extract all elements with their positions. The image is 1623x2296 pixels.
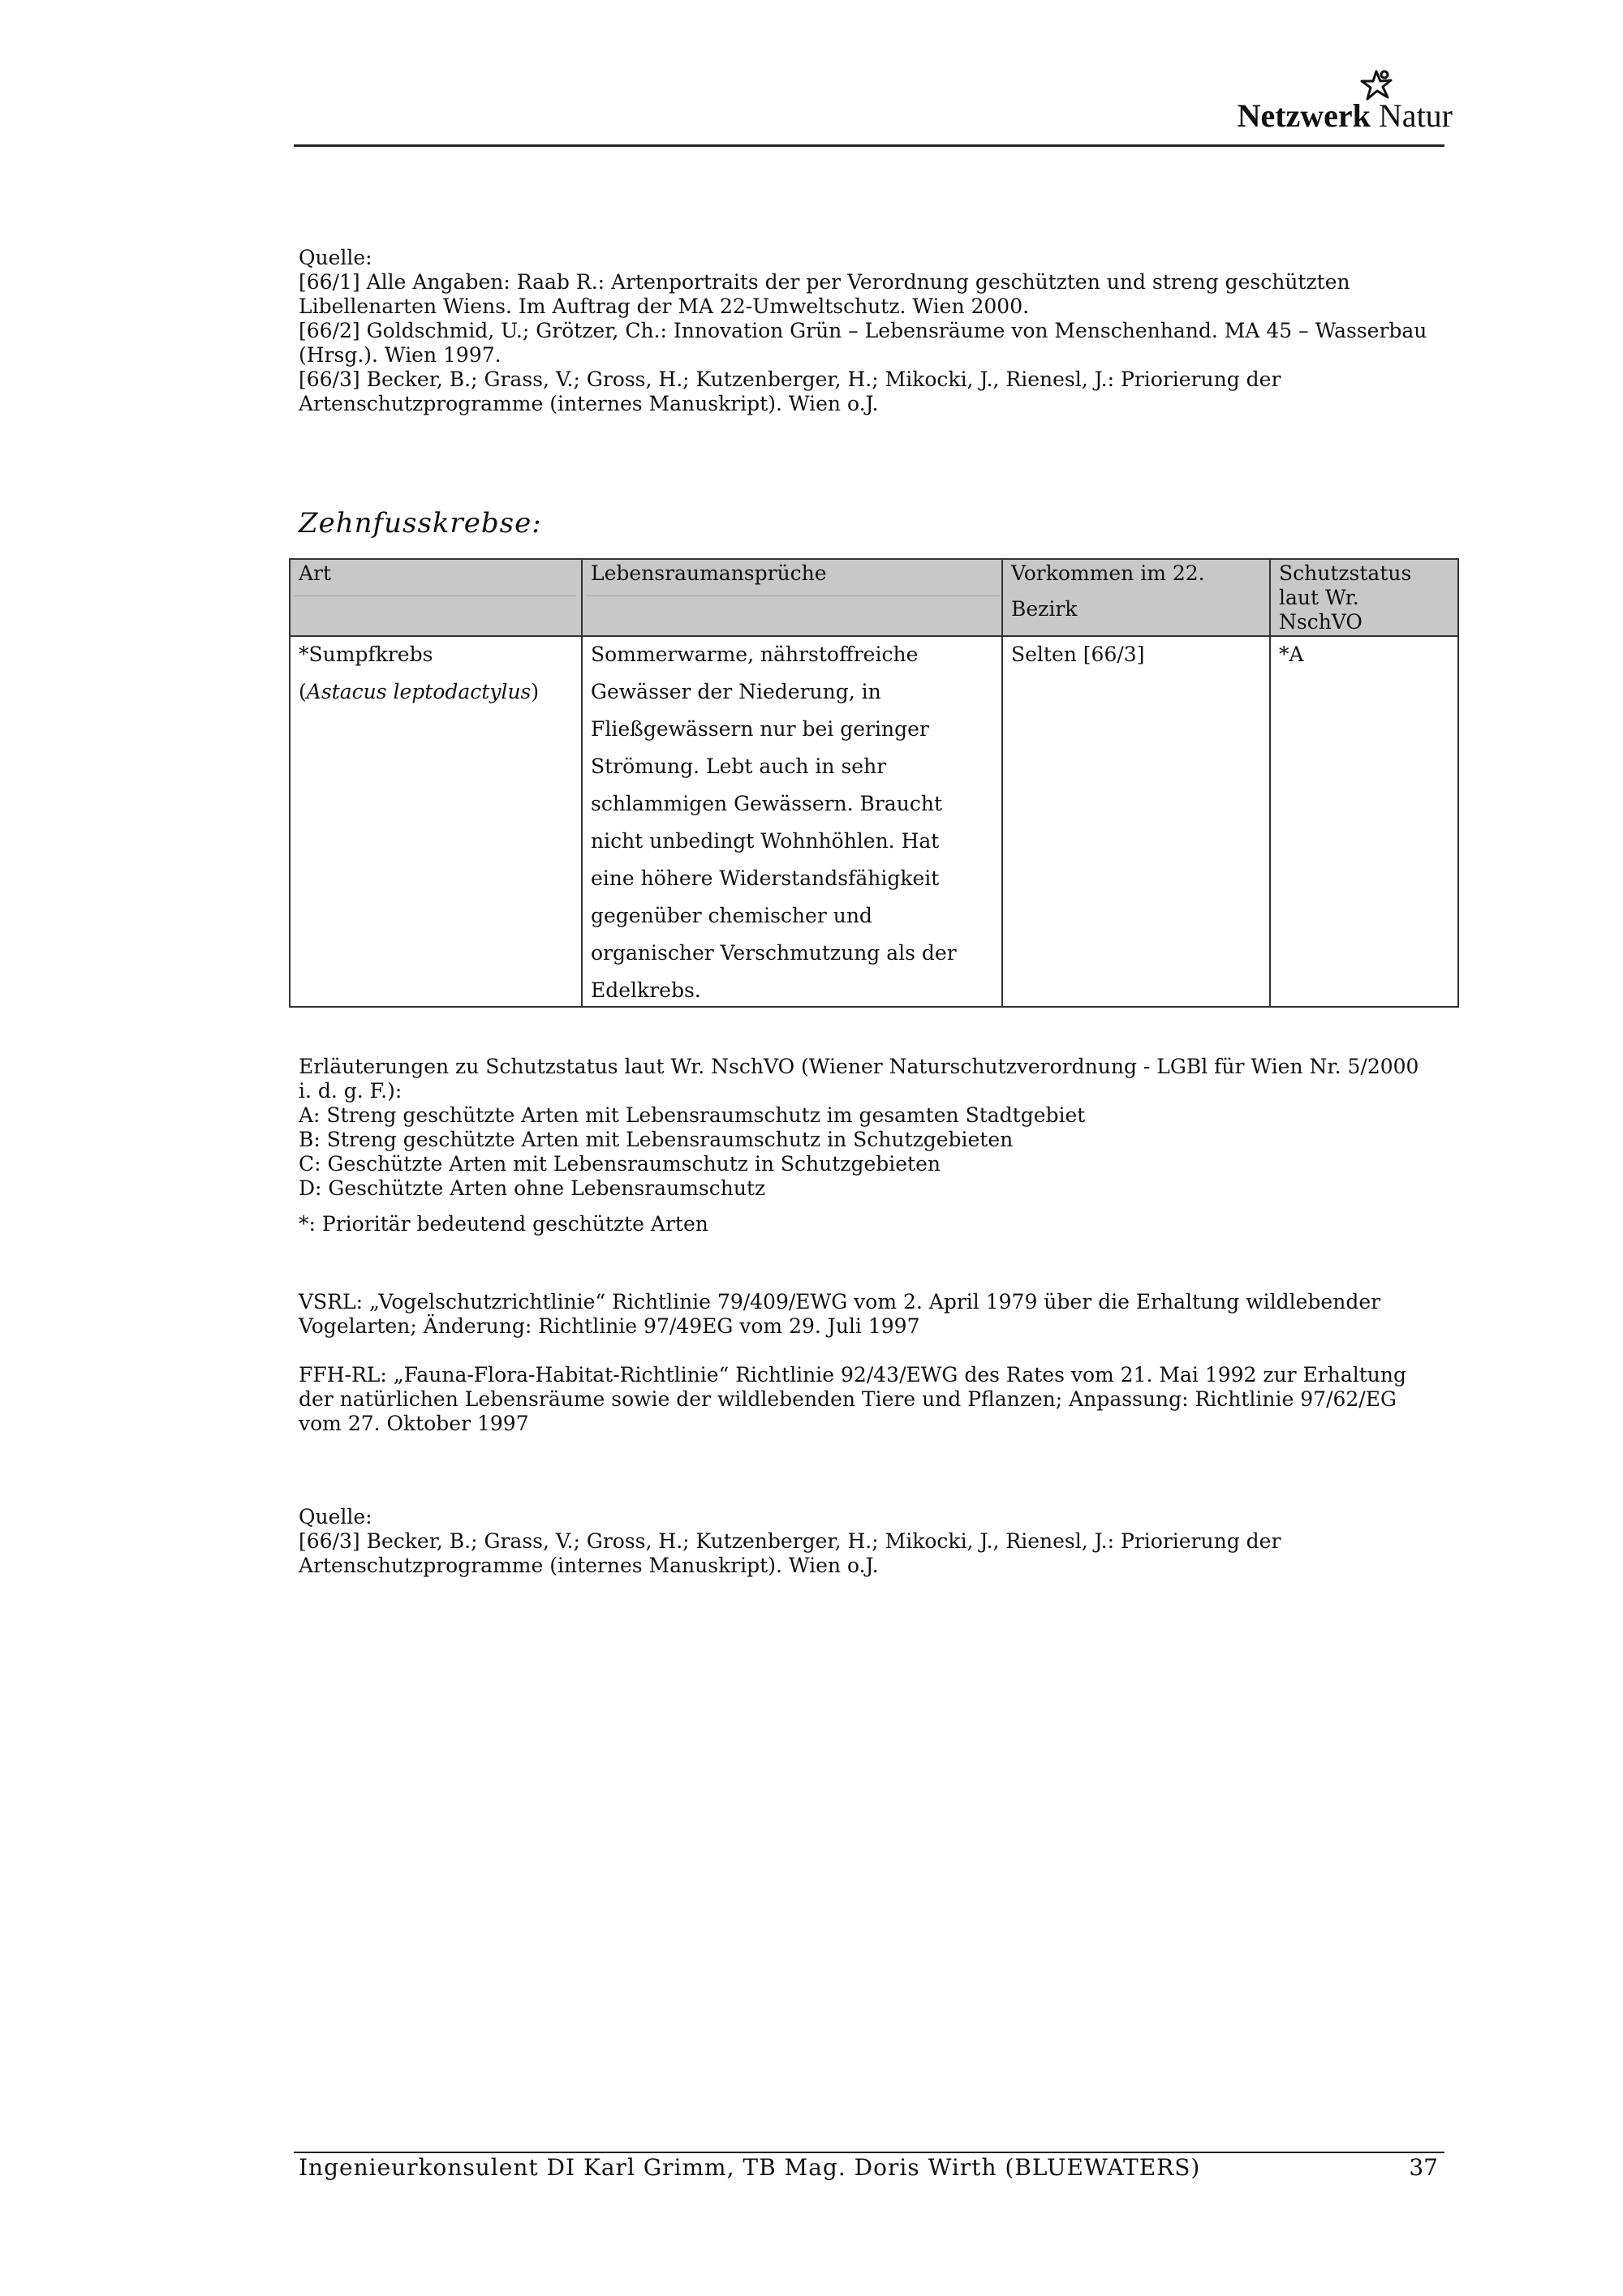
sources-block-2: Quelle: [66/3] Becker, B.; Grass, V.; Gross, H.; Kutzenberger, H.; Mikocki, J., Rienesl, J.: Priorierung der Artenschutzprogramme (internes Manuskript). Wien o.J. [299,1505,1443,1578]
source-line: Artenschutzprogramme (internes Manuskript). Wien o.J. [299,392,879,415]
header-schutz-line1: Schutzstatus [1279,561,1412,585]
netzwerk-natur-logo [1209,68,1453,141]
legend-block: Erläuterungen zu Schutzstatus laut Wr. NschVO (Wiener Naturschutzverordnung - LGBl für Wien Nr. 5/2000 i. d. g. F.): A: Streng geschützte Arten mit Lebensraumschutz im gesamten Stadtgebiet B: Streng geschützte Arten mit Lebensraumschutz in Schutzgebieten C: Geschützte Arten mit Lebensraumschutz in Schutzgebieten D: Geschützte Arten ohne Lebensraumschutz *: Prioritär bedeutend geschützte Arten [299,1055,1443,1236]
header-vorkommen-line2: Bezirk [1011,597,1078,621]
footer-author: Ingenieurkonsulent DI Karl Grimm, TB Mag. Doris Wirth (BLUEWATERS) [299,2154,1201,2181]
ffh-block: FFH-RL: „Fauna-Flora-Habitat-Richtlinie“ Richtlinie 92/43/EWG des Rates vom 21. Mai 1992 zur Erhaltung der natürlichen Lebensräume sowie der wildlebenden Tiere und Pflanzen; Anpassung: Richtlinie 97/62/EG vom 27. Oktober 1997 [299,1363,1407,1435]
protection-status-value: *A [1279,643,1304,666]
legend-a: A: Streng geschützte Arten mit Lebensraumschutz im gesamten Stadtgebiet [299,1103,1086,1127]
sources-label: Quelle: [299,1505,372,1529]
vsrl-block: VSRL: „Vogelschutzrichtlinie“ Richtlinie 79/409/EWG vom 2. April 1979 über die Erhaltung wildlebender Vogelarten; Änderung: Richtlinie 97/49EG vom 29. Juli 1997 [299,1290,1381,1338]
species-latin-name: (Astacus leptodactylus) [299,680,540,703]
footer-rule [294,2152,1444,2153]
habitat-requirements: Sommerwarme, nährstoffreiche Gewässer der Niederung, in Fließgewässern nur bei geringer Strömung. Lebt auch in sehr schlammigen Gewässern. Braucht nicht unbedingt Wohnhöhlen. Hat eine höhere Widerstandsfähigkeit gegenüber chemischer und organischer Verschmutzung als der Edelkrebs. [591,643,957,1002]
header-lebensraum: Lebensraumansprüche [591,561,827,585]
source-line: [66/1] Alle Angaben: Raab R.: Artenportraits der per Verordnung geschützten und streng geschützten [299,270,1350,294]
source-line: [66/2] Goldschmid, U.; Grötzer, Ch.: Innovation Grün – Lebensräume von Menschenhand. MA 45 – Wasserbau [299,319,1427,342]
species-name: *Sumpfkrebs (Astacus leptodactylus) [299,636,539,711]
species-table [289,558,1459,1008]
logo-text: Netzwerk Natur [1237,97,1453,134]
legend-star: *: Prioritär bedeutend geschützte Arten [299,1212,708,1236]
header-vorkommen-line1: Vorkommen im 22. [1011,561,1205,585]
header-art: Art [299,561,332,585]
source-line: Libellenarten Wiens. Im Auftrag der MA 22-Umweltschutz. Wien 2000. [299,295,1030,318]
table-header-row [291,560,1457,637]
legend-b: B: Streng geschützte Arten mit Lebensraumschutz in Schutzgebieten [299,1128,1014,1151]
legend-d: D: Geschützte Arten ohne Lebensraumschutz [299,1176,766,1200]
header-rule [294,144,1444,147]
header-schutz-line3: NschVO [1279,610,1363,634]
source-line: (Hrsg.). Wien 1997. [299,343,502,367]
header-schutz-line2: laut Wr. [1279,586,1359,609]
section-title: Zehnfusskrebse: [299,507,542,540]
occurrence-value: Selten [66/3] [1011,643,1145,666]
page-number: 37 [1409,2154,1438,2181]
legend-c: C: Geschützte Arten mit Lebensraumschutz in Schutzgebieten [299,1152,941,1176]
sources-label: Quelle: [299,246,372,269]
sources-block-1 [299,246,1443,416]
source-line: [66/3] Becker, B.; Grass, V.; Gross, H.; Kutzenberger, H.; Mikocki, J., Rienesl, J.: Priorierung der [299,368,1281,391]
